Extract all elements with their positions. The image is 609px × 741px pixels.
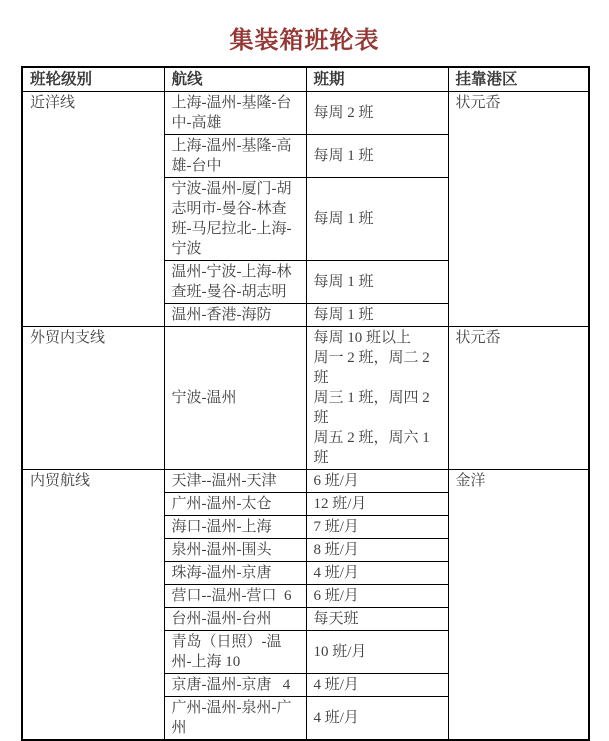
cell-route: 泉州-温州-围头 — [164, 539, 306, 562]
liner-schedule-table — [21, 66, 590, 741]
cell-route: 海口-温州-上海 — [164, 516, 306, 539]
cell-liner-level: 近洋线 — [22, 92, 164, 327]
cell-schedule: 4 班/月 — [306, 697, 448, 741]
schedule-line: 每周 10 班以上 — [313, 330, 412, 346]
cell-route: 珠海-温州-京唐 — [164, 562, 306, 585]
cell-route: 广州-温州-太仓 — [164, 493, 306, 516]
column-header-schedule: 班期 — [306, 67, 448, 92]
cell-schedule: 每天班 — [306, 608, 448, 631]
cell-schedule: 8 班/月 — [306, 539, 448, 562]
cell-schedule: 4 班/月 — [306, 562, 448, 585]
cell-route: 青岛（日照）-温州-上海 10 — [164, 631, 306, 674]
cell-schedule: 每周 1 班 — [306, 304, 448, 327]
cell-port: 金洋 — [448, 470, 589, 741]
cell-schedule: 10 班/月 — [306, 631, 448, 674]
cell-schedule: 7 班/月 — [306, 516, 448, 539]
cell-port: 状元岙 — [448, 327, 589, 470]
cell-route: 天津--温州-天津 — [164, 470, 306, 493]
cell-route: 上海-温州-基隆-台中-高雄 — [164, 92, 306, 135]
cell-schedule: 每周 1 班 — [306, 135, 448, 178]
cell-route: 营口--温州-营口 6 — [164, 585, 306, 608]
cell-route: 温州-宁波-上海-林查班-曼谷-胡志明 — [164, 261, 306, 304]
schedule-line: 周一 2 班，周二 2 班 — [313, 350, 434, 386]
schedule-line: 周三 1 班，周四 2 班 — [313, 390, 434, 426]
cell-route: 温州-香港-海防 — [164, 304, 306, 327]
column-header-route: 航线 — [164, 67, 306, 92]
cell-schedule: 12 班/月 — [306, 493, 448, 516]
cell-route: 台州-温州-台州 — [164, 608, 306, 631]
cell-port: 状元岙 — [448, 92, 589, 327]
table-header-row — [22, 67, 589, 92]
table-row — [22, 470, 589, 493]
cell-route: 上海-温州-基隆-高雄-台中 — [164, 135, 306, 178]
cell-route: 京唐-温州-京唐 4 — [164, 674, 306, 697]
cell-liner-level: 外贸内支线 — [22, 327, 164, 470]
table-row — [22, 327, 589, 470]
cell-route: 广州-温州-泉州-广州 — [164, 697, 306, 741]
cell-schedule: 每周 1 班 — [306, 178, 448, 261]
column-header-liner-level: 班轮级别 — [22, 67, 164, 92]
table-row — [22, 92, 589, 135]
cell-liner-level: 内贸航线 — [22, 470, 164, 741]
cell-schedule: 6 班/月 — [306, 470, 448, 493]
cell-schedule — [306, 327, 448, 470]
cell-schedule: 每周 2 班 — [306, 92, 448, 135]
cell-schedule: 4 班/月 — [306, 674, 448, 697]
column-header-port: 挂靠港区 — [448, 67, 589, 92]
cell-schedule: 每周 1 班 — [306, 261, 448, 304]
cell-route: 宁波-温州-厦门-胡志明市-曼谷-林查班-马尼拉北-上海-宁波 — [164, 178, 306, 261]
schedule-line: 周五 2 班，周六 1 班 — [313, 430, 434, 466]
cell-route: 宁波-温州 — [164, 327, 306, 470]
cell-schedule: 6 班/月 — [306, 585, 448, 608]
page-title: 集装箱班轮表 — [229, 28, 380, 54]
